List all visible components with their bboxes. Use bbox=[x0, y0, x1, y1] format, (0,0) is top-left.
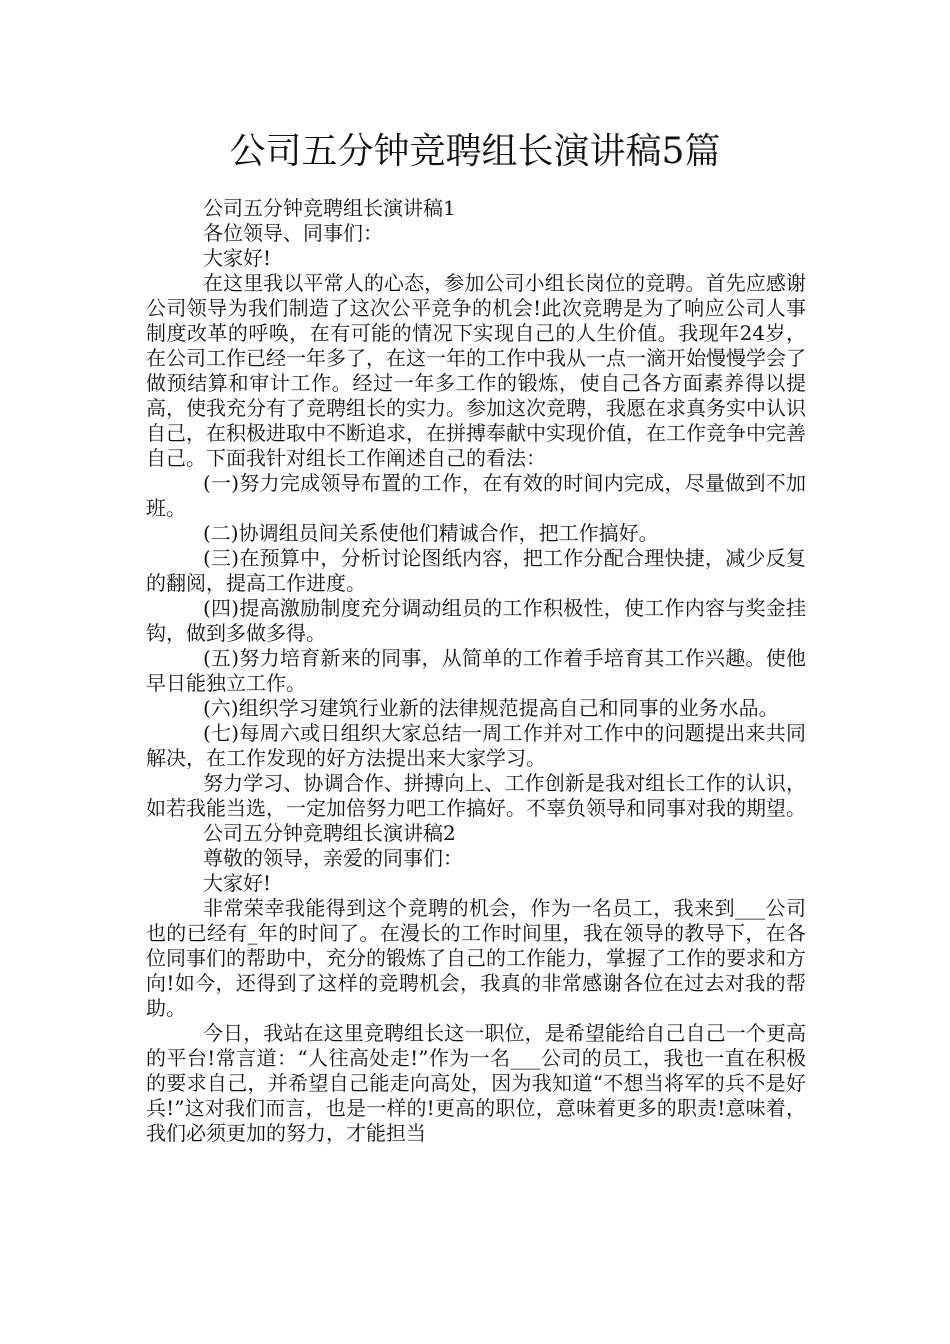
paragraph: 非常荣幸我能得到这个竞聘的机会，作为一名员工，我来到___公司也的已经有_年的时间了。在漫长的工作时间里，我在领导的教导下，在各位同事们的帮助中，充分的锻炼了自己的工作能力，掌握了工作的要求和方向!如今，还得到了这样的竞聘机会，我真的非常感谢各位在过去对我的帮助。 bbox=[146, 896, 806, 1020]
paragraph: 公司五分钟竞聘组长演讲稿2 bbox=[203, 821, 456, 845]
document-title: 公司五分钟竞聘组长演讲稿5篇 bbox=[229, 131, 721, 172]
paragraph: (二)协调组员间关系使他们精诚合作，把工作搞好。 bbox=[203, 521, 659, 545]
paragraph: 公司五分钟竞聘组长演讲稿1 bbox=[203, 196, 456, 220]
paragraph: (七)每周六或日组织大家总结一周工作并对工作中的问题提出来共同解决，在工作发现的好方法提出来大家学习。 bbox=[146, 721, 806, 770]
paragraph: 大家好! bbox=[203, 246, 272, 270]
paragraph: 在这里我以平常人的心态，参加公司小组长岗位的竞聘。首先应感谢公司领导为我们制造了这次公平竞争的机会!此次竞聘是为了响应公司人事制度改革的呼唤，在有可能的情况下实现自己的人生价值。我现年24岁，在公司工作已经一年多了，在这一年的工作中我从一点一滴开始慢慢学会了做预结算和审计工作。经过一年多工作的锻炼，使自己各方面素养得以提高，使我充分有了竞聘组长的实力。参加这次竞聘，我愿在求真务实中认识自己，在积极进取中不断追求，在拼搏奉献中实现价值，在工作竞争中完善自己。下面我针对组长工作阐述自己的看法： bbox=[146, 271, 806, 470]
paragraph: 大家好! bbox=[203, 871, 272, 895]
paragraph: (五)努力培育新来的同事，从简单的工作着手培育其工作兴趣。使他早日能独立工作。 bbox=[146, 646, 806, 695]
paragraph: (四)提高激励制度充分调动组员的工作积极性，使工作内容与奖金挂钩，做到多做多得。 bbox=[146, 596, 806, 645]
paragraph: 各位领导、同事们： bbox=[203, 221, 383, 245]
paragraph: (一)努力完成领导布置的工作，在有效的时间内完成，尽量做到不加班。 bbox=[146, 471, 806, 520]
paragraph: 努力学习、协调合作、拼搏向上、工作创新是我对组长工作的认识，如若我能当选，一定加倍努力吧工作搞好。不辜负领导和同事对我的期望。 bbox=[146, 771, 806, 820]
paragraph: (六)组织学习建筑行业新的法律规范提高自己和同事的业务水品。 bbox=[203, 696, 779, 720]
document-body bbox=[146, 196, 806, 1146]
paragraph: (三)在预算中，分析讨论图纸内容，把工作分配合理快捷，减少反复的翻阅，提高工作进度。 bbox=[146, 546, 806, 595]
paragraph: 今日，我站在这里竞聘组长这一职位，是希望能给自己自己一个更高的平台!常言道：“人往高处走!”作为一名___公司的员工，我也一直在积极的要求自己，并希望自己能走向高处，因为我知道“不想当将军的兵不是好兵!”这对我们而言，也是一样的!更高的职位，意味着更多的职责!意味着，我们必须更加的努力，才能担当 bbox=[146, 1021, 806, 1145]
paragraph: 尊敬的领导，亲爱的同事们： bbox=[203, 846, 463, 870]
